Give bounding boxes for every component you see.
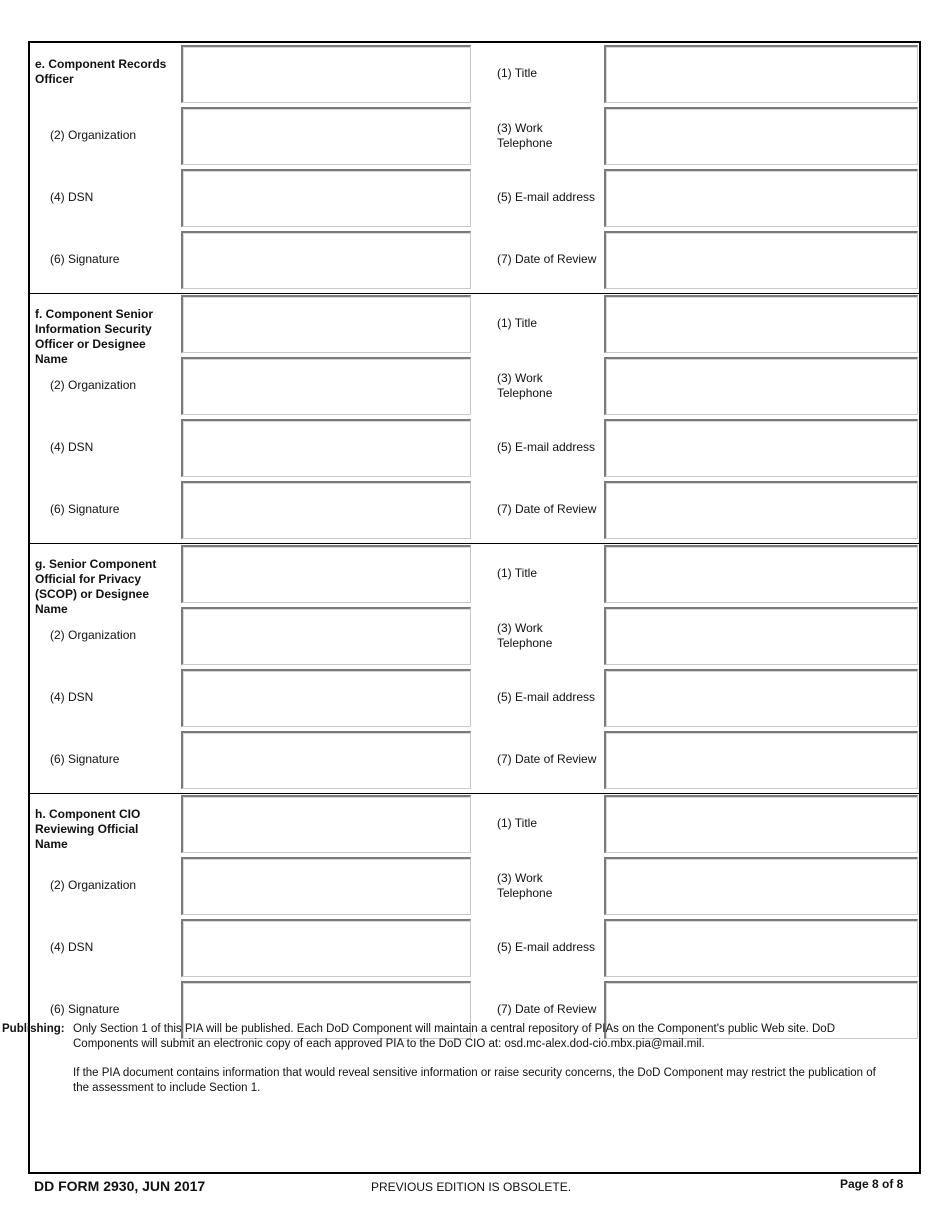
title-field[interactable] [604,45,918,103]
section-f [30,293,919,544]
organization-field[interactable] [181,607,471,665]
signature-field[interactable] [181,231,471,289]
label-signature: (6) Signature [50,1002,120,1016]
label-dsn: (4) DSN [50,190,94,204]
work-telephone-field[interactable] [604,357,918,415]
email-address-field[interactable] [604,169,918,227]
label-title: (1) Title [497,316,538,330]
label-date-of-review: (7) Date of Review [497,252,597,266]
section-g [30,543,919,794]
label-organization: (2) Organization [50,128,137,142]
label-work-telephone: (3) Work Telephone [497,121,553,150]
label-title: (1) Title [497,66,538,80]
date-of-review-field[interactable] [604,231,918,289]
publishing-heading: Publishing: [2,1023,65,1035]
email-address-field[interactable] [604,669,918,727]
dsn-field[interactable] [181,919,471,977]
label-organization: (2) Organization [50,378,137,392]
dsn-field[interactable] [181,669,471,727]
organization-field[interactable] [181,107,471,165]
label-email-address: (5) E-mail address [497,190,596,204]
page-number: Page 8 of 8 [840,1177,904,1191]
label-dsn: (4) DSN [50,940,94,954]
section-f-heading: f. Component Senior Information Security Officer or Designee Name [35,307,153,366]
label-date-of-review: (7) Date of Review [497,752,597,766]
edition-note: PREVIOUS EDITION IS OBSOLETE. [371,1180,572,1194]
label-dsn: (4) DSN [50,690,94,704]
section-e-heading: e. Component Records Officer [35,57,167,86]
organization-field[interactable] [181,357,471,415]
work-telephone-field[interactable] [604,607,918,665]
label-organization: (2) Organization [50,878,137,892]
section-g-heading: g. Senior Component Official for Privacy (SCOP) or Designee Name [35,557,157,616]
email-address-field[interactable] [604,919,918,977]
signature-field[interactable] [181,481,471,539]
label-email-address: (5) E-mail address [497,940,596,954]
label-dsn: (4) DSN [50,440,94,454]
title-field[interactable] [604,795,918,853]
dsn-field[interactable] [181,419,471,477]
title-field[interactable] [604,295,918,353]
label-organization: (2) Organization [50,628,137,642]
name-field[interactable] [181,545,471,603]
date-of-review-field[interactable] [604,481,918,539]
label-email-address: (5) E-mail address [497,690,596,704]
label-title: (1) Title [497,816,538,830]
name-field[interactable] [181,795,471,853]
label-work-telephone: (3) Work Telephone [497,371,553,400]
publishing-paragraph-2: If the PIA document contains information that would reveal sensitive information or raise security concerns, the DoD Component may restrict the publication of the assessment to include Section 1. [73,1067,876,1094]
label-email-address: (5) E-mail address [497,440,596,454]
dsn-field[interactable] [181,169,471,227]
name-field[interactable] [181,45,471,103]
work-telephone-field[interactable] [604,107,918,165]
label-signature: (6) Signature [50,502,120,516]
section-h-heading: h. Component CIO Reviewing Official Name [35,807,141,851]
section-h [30,793,919,1043]
work-telephone-field[interactable] [604,857,918,915]
name-field[interactable] [181,295,471,353]
title-field[interactable] [604,545,918,603]
organization-field[interactable] [181,857,471,915]
section-e [30,43,919,294]
label-date-of-review: (7) Date of Review [497,502,597,516]
label-title: (1) Title [497,566,538,580]
form-identifier: DD FORM 2930, JUN 2017 [34,1178,206,1194]
email-address-field[interactable] [604,419,918,477]
label-work-telephone: (3) Work Telephone [497,871,553,900]
date-of-review-field[interactable] [604,731,918,789]
form-page [28,41,921,1174]
publishing-paragraph-1: Only Section 1 of this PIA will be published. Each DoD Component will maintain a central repository of PIAs on the Component's public Web site. DoD Components will submit an electronic copy of each approved PIA to the DoD CIO at: osd.mc-alex.dod-cio.mbx.pia@mail.mil. [73,1023,836,1050]
label-signature: (6) Signature [50,252,120,266]
label-date-of-review: (7) Date of Review [497,1002,597,1016]
label-work-telephone: (3) Work Telephone [497,621,553,650]
label-signature: (6) Signature [50,752,120,766]
signature-field[interactable] [181,731,471,789]
